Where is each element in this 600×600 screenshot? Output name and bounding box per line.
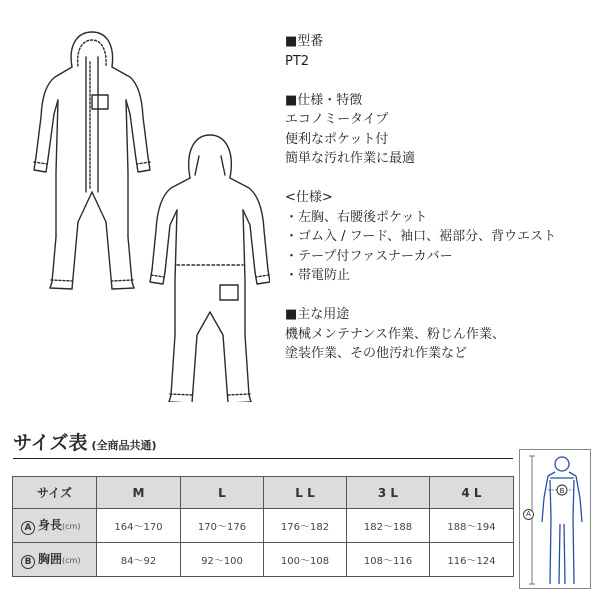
feature-item: エコノミータイプ [285,112,389,127]
uses-item: 機械メンテナンス作業、粉じん作業、 [285,326,505,342]
features-heading: ■仕様・特徴 [285,92,363,108]
spec-item: ・ゴム入 / フード、袖口、裾部分、背ウエスト [285,229,557,244]
table-cell: 100～108 [264,543,347,577]
spec-heading: <仕様> [285,190,333,205]
row-label-height [13,509,97,543]
table-cell: 116～124 [430,543,514,577]
coverall-illustration [20,22,270,402]
size-table-title [13,428,157,455]
spec-item: ・帯電防止 [285,268,351,283]
size-header-4l: 4 L [430,477,514,509]
table-row-chest [13,543,514,577]
table-cell: 188～194 [430,509,514,543]
row-unit: (cm) [62,522,81,531]
model-value: PT2 [285,53,310,69]
size-header-ll: L L [264,477,347,509]
size-header-l: L [181,477,264,509]
feature-item: 便利なポケット付 [285,131,389,147]
table-cell: 170～176 [181,509,264,543]
row-label-text: 身長 [38,518,63,532]
row-unit: (cm) [62,556,81,565]
marker-b: B [21,555,35,569]
row-label-chest [13,543,97,577]
spec-item: ・テープ付ファスナーカバー [285,248,453,264]
table-cell: 108～116 [347,543,430,577]
table-cell: 92～100 [181,543,264,577]
table-cell: 182～188 [347,509,430,543]
size-header-3l: 3 L [347,477,430,509]
size-title-subtitle: (全商品共通) [91,439,157,452]
size-header-m: M [97,477,181,509]
marker-a: A [21,521,35,535]
table-cell: 84～92 [97,543,181,577]
size-header-row [13,477,514,509]
body-outline-icon [520,450,592,590]
table-cell: 176～182 [264,509,347,543]
coverall-front-view [34,32,150,289]
size-corner-label: サイズ [13,477,97,509]
row-label-text: 胸囲 [38,552,63,566]
table-row-height [13,509,514,543]
spec-block [285,32,590,364]
feature-item: 簡単な汚れ作業に最適 [285,151,416,166]
spec-item: ・左胸、右腰後ポケット [285,209,428,225]
size-title-text: サイズ表 [13,432,88,454]
coverall-back-view [150,135,270,402]
measure-height-marker: A [523,509,534,520]
measure-chest-marker: B [559,487,565,495]
size-table [12,476,514,577]
uses-item: 塗装作業、その他汚れ作業など [285,346,468,361]
model-heading: ■型番 [285,34,324,49]
title-divider [13,458,513,459]
uses-heading: ■主な用途 [285,307,350,322]
table-cell: 164～170 [97,509,181,543]
